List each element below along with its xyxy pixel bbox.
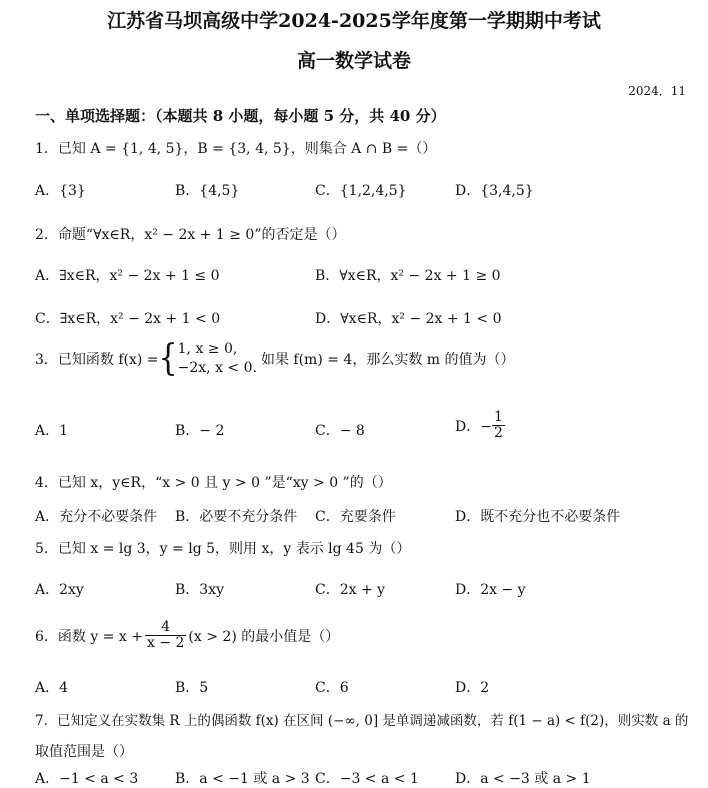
q6-option-b: B．5 xyxy=(175,680,209,696)
q7-stem-line2: 取值范围是（） xyxy=(35,744,133,760)
q3-cases xyxy=(178,340,257,378)
q3-brace: { xyxy=(158,337,178,380)
q4-option-d: D．既不充分也不必要条件 xyxy=(455,509,621,525)
q3-stem-prefix: 3．已知函数 f(x) = xyxy=(35,351,159,368)
q3-option-d-fraction xyxy=(492,410,505,442)
q2-stem: 2．命题“∀x∈R，x² − 2x + 1 ≥ 0”的否定是（） xyxy=(35,227,346,243)
q3-option-d-prefix: D．− xyxy=(455,418,492,435)
q3-option-b: B．− 2 xyxy=(175,423,225,439)
q6-fraction xyxy=(145,620,186,652)
q6-stem xyxy=(35,620,339,652)
section-heading: 一、单项选择题：（本题共 8 小题，每小题 5 分，共 40 分） xyxy=(35,107,446,125)
q3-option-d-numerator: 1 xyxy=(493,409,503,425)
q5-option-b: B．3xy xyxy=(175,582,224,598)
q5-option-c: C．2x + y xyxy=(315,582,386,598)
q1-option-c: C．{1,2,4,5} xyxy=(315,183,407,199)
q6-numerator: 4 xyxy=(145,620,186,636)
q5-stem: 5．已知 x = lg 3，y = lg 5，则用 x，y 表示 lg 45 为（） xyxy=(35,541,411,557)
q3-stem-suffix: 如果 f(m) = 4，那么实数 m 的值为（） xyxy=(260,351,515,368)
q7-option-d: D．a < −3 或 a > 1 xyxy=(455,771,591,787)
q5-option-d: D．2x − y xyxy=(455,582,526,598)
q7-option-a: A．−1 < a < 3 xyxy=(35,771,139,787)
q1-option-a: A．{3} xyxy=(35,183,86,199)
q3-option-d-denominator: 2 xyxy=(493,425,503,442)
q6-option-a: A．4 xyxy=(35,680,69,696)
q6-option-d: D．2 xyxy=(455,680,490,696)
q6-stem-suffix: (x > 2) 的最小值是（） xyxy=(188,628,340,645)
q2-option-c: C．∃x∈R，x² − 2x + 1 < 0 xyxy=(35,311,221,327)
q3-case-2: −2x, x < 0. xyxy=(177,359,257,376)
q5-option-a: A．2xy xyxy=(35,582,84,598)
q4-option-a: A．充分不必要条件 xyxy=(35,509,158,525)
q4-stem: 4．已知 x，y∈R，“x > 0 且 y > 0 ”是“xy > 0 ”的（） xyxy=(35,475,392,491)
q3-case-1: 1, x ≥ 0, xyxy=(177,341,238,357)
q2-option-b: B．∀x∈R，x² − 2x + 1 ≥ 0 xyxy=(315,268,501,284)
exam-date: 2024．11 xyxy=(628,84,686,98)
q3-option-d xyxy=(455,410,505,442)
q1-option-b: B．{4,5} xyxy=(175,183,240,199)
q6-option-c: C．6 xyxy=(315,680,349,696)
q1-option-d: D．{3,4,5} xyxy=(455,183,534,199)
q1-stem: 1．已知 A = {1, 4, 5}，B = {3, 4, 5}，则集合 A ∩ B =（） xyxy=(35,141,437,157)
q7-option-c: C．−3 < a < 1 xyxy=(315,771,419,787)
q6-denominator: x − 2 xyxy=(146,635,185,652)
q2-option-d: D．∀x∈R，x² − 2x + 1 < 0 xyxy=(315,311,502,327)
q3-option-a: A．1 xyxy=(35,423,69,439)
q2-option-a: A．∃x∈R，x² − 2x + 1 ≤ 0 xyxy=(35,268,220,284)
q4-option-c: C．充要条件 xyxy=(315,509,396,525)
q3-option-c: C．− 8 xyxy=(315,423,365,439)
q4-option-b: B．必要不充分条件 xyxy=(175,509,298,525)
q7-option-b: B．a < −1 或 a > 3 xyxy=(175,771,310,787)
q7-stem-line1: 7．已知定义在实数集 R 上的偶函数 f(x) 在区间 (−∞, 0] 是单调递减函数，若 f(1 − a) < f(2)，则实数 a 的 xyxy=(35,713,689,729)
q3-stem xyxy=(35,337,515,380)
exam-title: 江苏省马坝高级中学2024-2025学年度第一学期期中考试 xyxy=(107,10,601,32)
exam-subtitle: 高一数学试卷 xyxy=(296,50,411,72)
q6-stem-prefix: 6．函数 y = x + xyxy=(35,628,143,645)
